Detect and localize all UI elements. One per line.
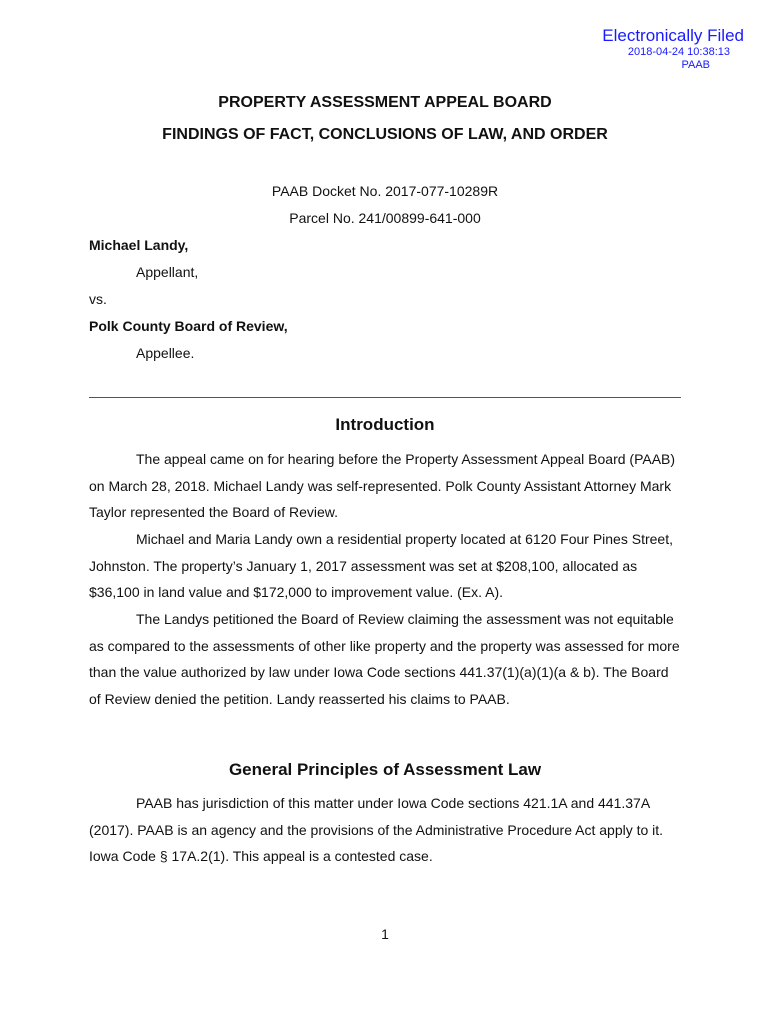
document-title: FINDINGS OF FACT, CONCLUSIONS OF LAW, AND ORDER	[162, 126, 608, 143]
introduction-heading: Introduction	[335, 415, 435, 434]
appellant-role: Appellant,	[136, 264, 199, 280]
parcel-number: Parcel No. 241/00899-641-000	[289, 210, 481, 226]
appellant-name: Michael Landy,	[89, 237, 189, 253]
stamp-label: Electronically Filed	[602, 26, 744, 45]
board-title: PROPERTY ASSESSMENT APPEAL BOARD	[218, 94, 552, 111]
stamp-agency: PAAB	[681, 59, 710, 71]
stamp-timestamp: 2018-04-24 10:38:13	[627, 46, 730, 58]
general-principles-heading: General Principles of Assessment Law	[228, 760, 542, 779]
docket-number: PAAB Docket No. 2017-077-10289R	[271, 183, 499, 199]
versus-label: vs.	[89, 291, 107, 307]
appellee-name: Polk County Board of Review,	[89, 318, 288, 334]
page-number: 1	[381, 926, 389, 942]
electronic-filing-stamp	[544, 26, 744, 72]
appellee-role: Appellee.	[136, 345, 195, 361]
intro-paragraph-1: The appeal came on for hearing before the Property Assessment Appeal Board (PAAB) on March 28, 2018. Michael Landy was self-represented. Polk County Assistant Attorney Mark Taylor represented the Board of Review.	[89, 451, 676, 521]
section-divider	[89, 397, 681, 398]
intro-paragraph-3: The Landys petitioned the Board of Review claiming the assessment was not equitable as compared to the assessments of other like property and the property was assessed for more than the value authorized by law under Iowa Code sections 441.37(1)(a)(1)(a & b). The Board of Review denied the petition. Landy reasserted his claims to PAAB.	[89, 611, 680, 707]
principles-paragraph-1: PAAB has jurisdiction of this matter under Iowa Code sections 421.1A and 441.37A (2017). PAAB is an agency and the provisions of the Administrative Procedure Act apply to it. Iowa Code § 17A.2(1). This appeal is a contested case.	[89, 795, 664, 865]
intro-paragraph-2: Michael and Maria Landy own a residential property located at 6120 Four Pines Street, Johnston. The property’s January 1, 2017 assessment was set at $208,100, allocated as $36,100 in land value and $172,000 to improvement value. (Ex. A).	[89, 531, 673, 601]
